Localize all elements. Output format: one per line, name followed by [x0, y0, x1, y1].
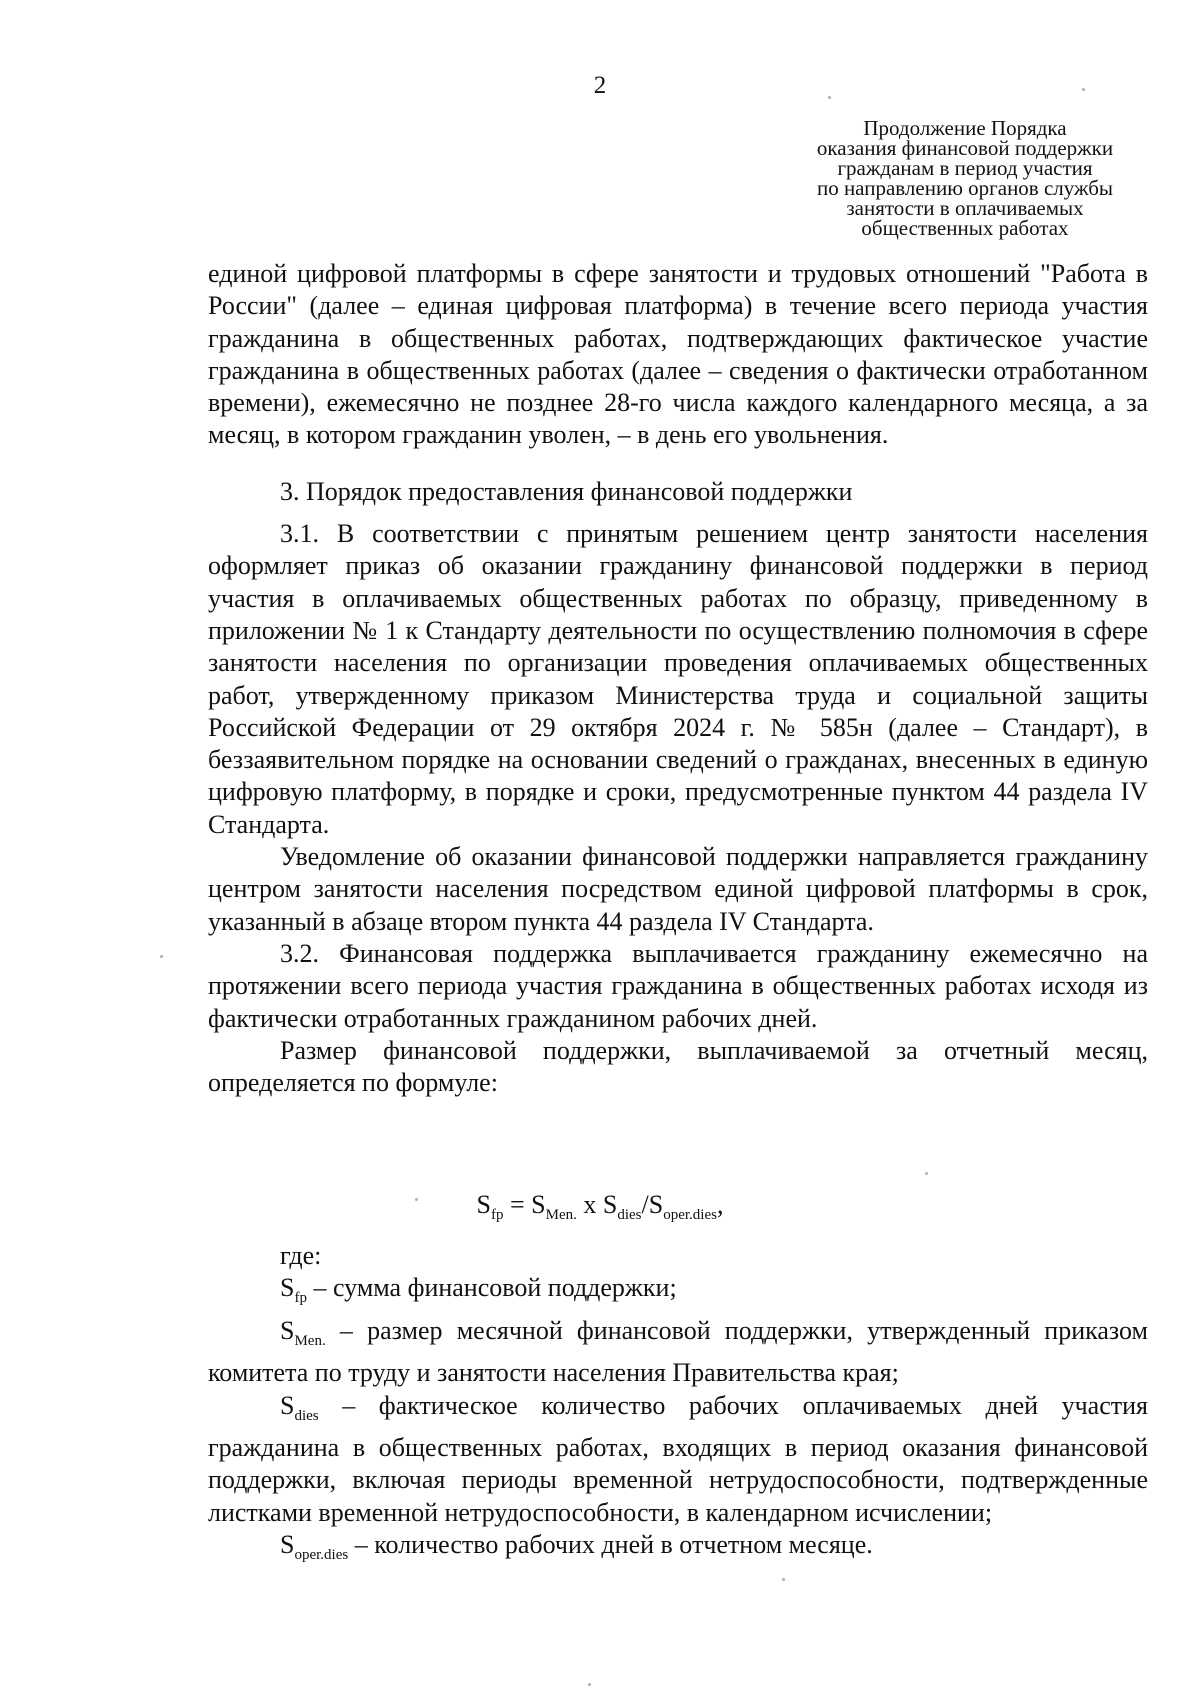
header-line: Продолжение Порядка — [863, 116, 1067, 140]
scan-speck — [415, 1198, 418, 1201]
scan-speck — [1082, 88, 1085, 91]
definition-smen: $S_{Men.}$ – размер месячной финансовой поддержки, утвержденный приказом комитета по труду и занятости населения Правительства края; — [208, 1315, 1148, 1388]
header-line: занятости в оплачиваемых — [846, 196, 1084, 220]
main-text-bottom — [208, 1240, 1148, 1571]
paragraph-3-2: 3.2. Финансовая поддержка выплачивается гражданину ежемесячно на протяжении всего периода участия гражданина в общественных работах исходя из фактически отработанных гражданином рабочих дней. — [208, 938, 1148, 1033]
section-3-title: 3. Порядок предоставления финансовой поддержки — [280, 476, 853, 506]
header-line: оказания финансовой поддержки — [816, 136, 1114, 160]
document-header-note — [780, 118, 1150, 238]
header-line: по направлению органов службы — [816, 176, 1114, 200]
definition-sdies: $S_{dies}$ – фактическое количество рабочих оплачиваемых дней участия гражданина в общественных работах, входящих в период оказания финансовой поддержки, включая периоды временной нетрудоспособности, подтвержденные листками временной нетрудоспособности, в календарном исчислении; — [208, 1390, 1148, 1527]
scan-speck — [925, 1172, 928, 1175]
paragraph-3-1: 3.1. В соответствии с принятым решением центр занятости населения оформляет приказ об оказании гражданину финансовой поддержки в период участия в оплачиваемых общественных работах по образцу, приведенному в приложении № 1 к Стандарту деятельности по осуществлению полномочия в сфере занятости населения по организации проведения оплачиваемых общественных работ, утвержденному приказом Министерства труда и социальной защиты Российской Федерации от 29 октября 2024 г. № 585н (далее – Стандарт), в беззаявительном порядке на основании сведений о гражданах, внесенных в единую цифровую платформу, в порядке и сроки, предусмотренные пунктом 44 раздела IV Стандарта. — [208, 519, 1148, 839]
scan-speck — [828, 96, 831, 99]
where-label: где: — [280, 1241, 322, 1270]
header-line: общественных работах — [861, 216, 1069, 240]
paragraph-3-2-formula-intro: Размер финансовой поддержки, выплачиваемой за отчетный месяц, определяется по формуле: — [208, 1035, 1148, 1098]
definition-sfp: $S_{fp}$ – сумма финансовой поддержки; — [280, 1273, 677, 1307]
scan-speck — [588, 1683, 591, 1686]
continuation-paragraph: единой цифровой платформы в сфере занятости и трудовых отношений "Работа в России" (далее – единая цифровая платформа) в течение всего периода участия гражданина в общественных работах, подтверждающих фактическое участие гражданина в общественных работах (далее – сведения о фактически отработанном времени), ежемесячно не позднее 28-го числа каждого календарного месяца, а за месяц, в котором гражданин уволен, – в день его увольнения. — [208, 259, 1148, 450]
scan-speck — [160, 955, 163, 958]
definition-soperdies: $S_{oper.dies}$ – количество рабочих дней в отчетном месяце. — [280, 1529, 873, 1564]
page-number: 2 — [593, 72, 607, 99]
header-line: гражданам в период участия — [837, 156, 1093, 180]
formula: $S_{fp} = S_{Men.}$ x $S_{dies}/S_{oper.dies}$, — [476, 1190, 724, 1224]
paragraph-3-1-notice: Уведомление об оказании финансовой поддержки направляется гражданину центром занятости населения посредством единой цифровой платформы в срок, указанный в абзаце втором пункта 44 раздела IV Стандарта. — [208, 842, 1148, 936]
scan-speck — [782, 1578, 785, 1581]
main-text-top — [208, 258, 1148, 1099]
